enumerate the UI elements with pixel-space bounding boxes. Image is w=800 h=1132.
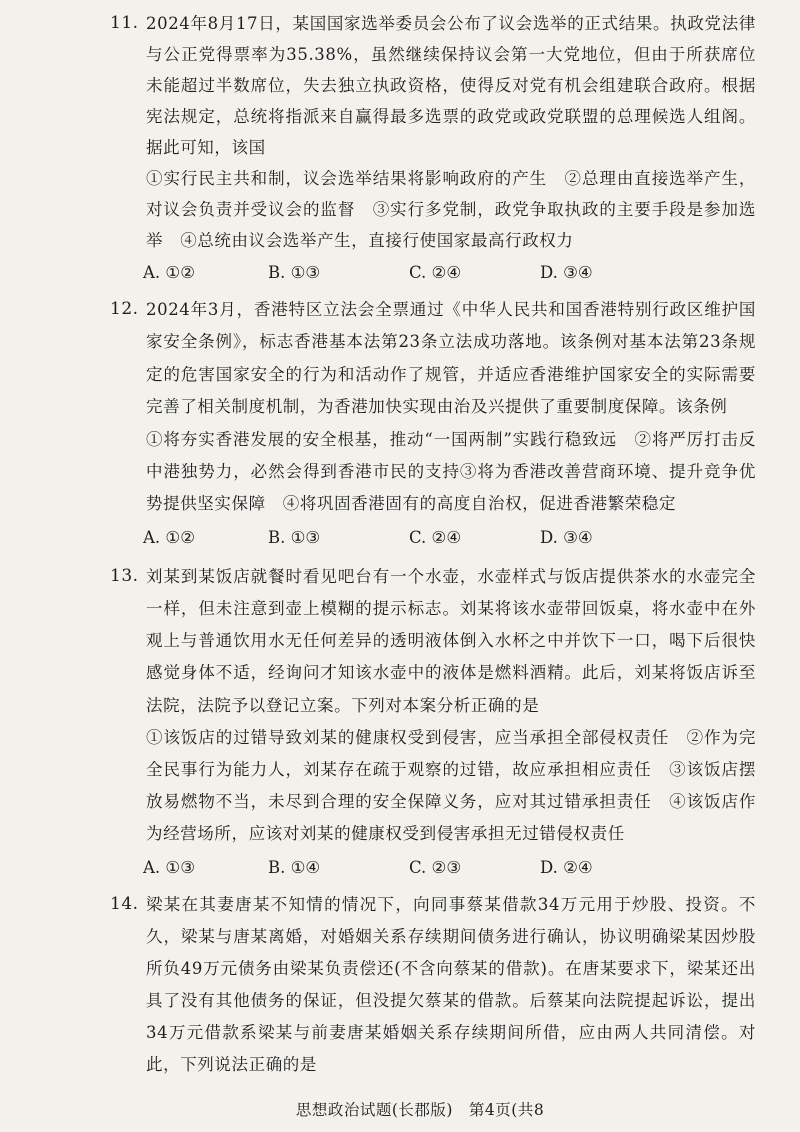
question-11 bbox=[110, 8, 760, 290]
option-c: C. ②③ bbox=[409, 857, 462, 877]
question-stem: 刘某到某饭店就餐时看见吧台有一个水壶，水壶样式与饭店提供茶水的水壶完全一样，但未注意到壶上模糊的提示标志。刘某将该水壶带回饭桌，将水壶中在外观上与普通饮用水无任何差异的透明液体倒入水杯之中并饮下一口，喝下后很快感觉身体不适，经询问才知该水壶中的液体是燃料酒精。此后，刘某将饭店诉至法院，法院予以登记立案。下列对本案分析正确的是 bbox=[146, 566, 756, 715]
option-b: B. ①③ bbox=[268, 263, 321, 282]
question-stem: 2024年3月，香港特区立法会全票通过《中华人民共和国香港特别行政区维护国家安全条例》，标志香港基本法第23条立法成功落地。该条例对基本法第23条规定的危害国家安全的行为和活动作了规管，并适应香港维护国家安全的实际需要完善了相关制度机制，为香港加快实现由治及兴提供了重要制度保障。该条例 bbox=[146, 300, 756, 417]
question-statements: ①实行民主共和制，议会选举结果将影响政府的产生 ②总理由直接选举产生，对议会负责并受议会的监督 ③实行多党制，政党争取执政的主要手段是参加选举 ④总统由议会选举产生，直接行使国家最高行政权力 bbox=[146, 169, 756, 250]
option-c: C. ②④ bbox=[409, 263, 462, 282]
question-statements: ①将夯实香港发展的安全根基，推动“一国两制”实践行稳致远 ②将严厉打击反中港独势力，必然会得到香港市民的支持③将为香港改善营商环境、提升竞争优势提供坚实保障 ④将巩固香港固有的高度自治权，促进香港繁荣稳定 bbox=[146, 429, 756, 514]
option-a: A. ①② bbox=[143, 263, 195, 282]
answer-options bbox=[143, 521, 760, 555]
question-number: 11. bbox=[110, 13, 139, 33]
option-a: A. ①③ bbox=[143, 857, 195, 877]
option-d: D. ②④ bbox=[540, 857, 593, 877]
option-d: D. ③④ bbox=[540, 527, 593, 547]
question-stem: 2024年8月17日，某国国家选举委员会公布了议会选举的正式结果。执政党法律与公正党得票率为35.38%，虽然继续保持议会第一大党地位，但由于所获席位未能超过半数席位，失去独立执政资格，使得反对党有机会组建联合政府。根据宪法规定，总统将指派来自赢得最多选票的政党或政党联盟的总理候选人组阁。据此可知，该国 bbox=[146, 14, 756, 157]
option-a: A. ①② bbox=[143, 527, 195, 547]
page-footer: 思想政治试题(长郡版) 第4页(共8 bbox=[295, 1101, 545, 1119]
question-13 bbox=[110, 561, 760, 885]
question-number: 12. bbox=[110, 299, 139, 319]
option-c: C. ②④ bbox=[409, 527, 462, 547]
option-d: D. ③④ bbox=[540, 263, 593, 282]
option-b: B. ①③ bbox=[268, 527, 321, 547]
question-statements: ①该饭店的过错导致刘某的健康权受到侵害，应当承担全部侵权责任 ②作为完全民事行为能力人，刘某存在疏于观察的过错，故应承担相应责任 ③该饭店摆放易燃物不当，未尽到合理的安全保障义务，应对其过错承担责任 ④该饭店作为经营场所，应该对刘某的健康权受到侵害承担无过错侵权责任 bbox=[146, 727, 756, 844]
question-number: 14. bbox=[110, 893, 139, 914]
question-number: 13. bbox=[110, 565, 139, 586]
question-12 bbox=[110, 294, 760, 555]
answer-options bbox=[143, 256, 760, 290]
question-14 bbox=[110, 889, 760, 1081]
answer-options bbox=[143, 851, 760, 885]
option-b: B. ①④ bbox=[268, 857, 321, 877]
question-stem: 梁某在其妻唐某不知情的情况下，向同事蔡某借款34万元用于炒股、投资。不久，梁某与唐某离婚，对婚姻关系存续期间债务进行确认，协议明确梁某因炒股所负49万元债务由梁某负责偿还(不含向蔡某的借款)。在唐某要求下，梁某还出具了没有其他债务的保证，但没提欠蔡某的借款。后蔡某向法院提起诉讼，提出34万元借款系梁某与前妻唐某婚姻关系存续期间所借，应由两人共同清偿。对此，下列说法正确的是 bbox=[146, 894, 756, 1074]
